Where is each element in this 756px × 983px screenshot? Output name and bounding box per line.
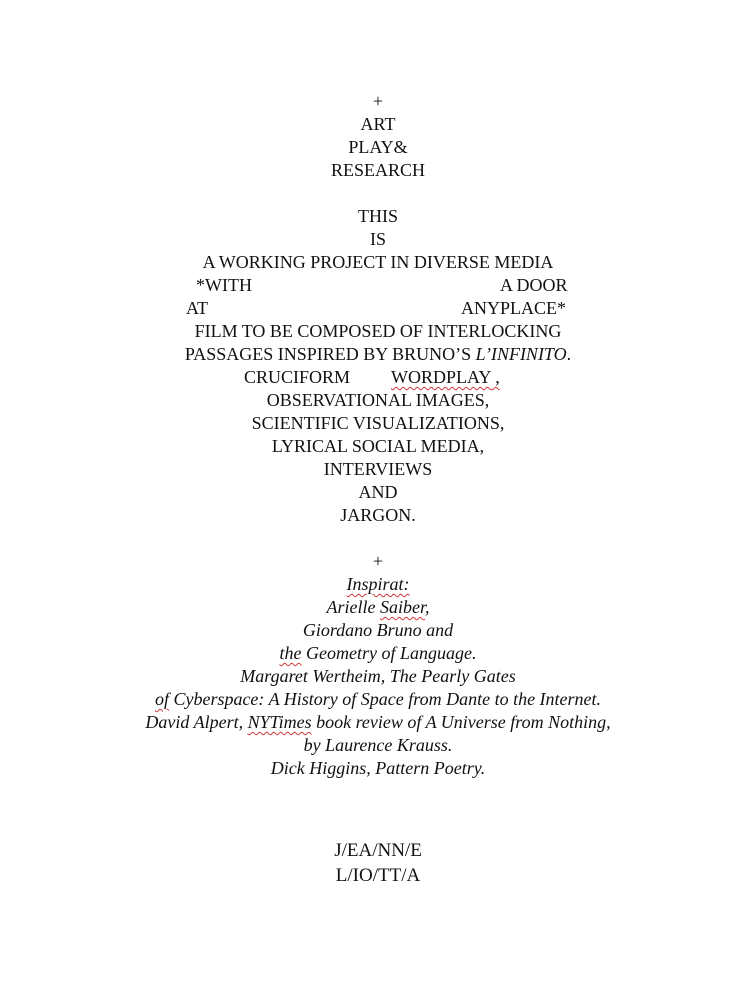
credits-alpert xyxy=(0,711,756,734)
line-a-door: A DOOR xyxy=(500,275,568,295)
line-passages xyxy=(0,343,756,366)
line-is: IS xyxy=(369,229,386,249)
line-interviews: INTERVIEWS xyxy=(323,459,433,479)
passages-text: PASSAGES INSPIRED BY BRUNO’S xyxy=(184,344,476,364)
wordplay-text: WORDPLAY xyxy=(391,367,491,387)
passages-end: . xyxy=(566,344,572,364)
line-with: *WITH xyxy=(196,275,252,295)
cyber-of: of xyxy=(154,689,169,709)
credits-bruno: Giordano Bruno and xyxy=(302,620,454,640)
inspirat-text: Inspirat: xyxy=(346,574,410,594)
line-play: PLAY& xyxy=(348,137,408,157)
line-art: ART xyxy=(360,114,396,134)
saiber-last: Saiber xyxy=(379,597,425,617)
plus-top: + xyxy=(372,91,384,111)
plus-credits: + xyxy=(372,551,384,571)
line-observational: OBSERVATIONAL IMAGES, xyxy=(266,390,490,410)
saiber-first: Arielle xyxy=(326,597,380,617)
credits-higgins: Dick Higgins, Pattern Poetry. xyxy=(270,758,486,778)
line-this: THIS xyxy=(358,206,398,226)
credits-geometry xyxy=(0,642,756,665)
credits-krauss: by Laurence Krauss. xyxy=(303,735,453,755)
alpert-start: David Alpert, xyxy=(145,712,248,732)
signature-line-2: L/IO/TT/A xyxy=(335,865,421,886)
alpert-nytimes: NYTimes xyxy=(247,712,312,732)
line-cruciform: CRUCIFORM xyxy=(244,367,351,387)
line-wordplay xyxy=(391,366,500,389)
line-scientific: SCIENTIFIC VISUALIZATIONS, xyxy=(251,413,505,433)
line-working-project: A WORKING PROJECT IN DIVERSE MEDIA xyxy=(202,252,554,272)
line-jargon: JARGON. xyxy=(340,505,416,525)
line-anyplace: ANYPLACE* xyxy=(461,298,567,318)
line-and: AND xyxy=(358,482,398,502)
saiber-end: , xyxy=(424,597,430,617)
credits-saiber xyxy=(0,596,756,619)
line-film: FILM TO BE COMPOSED OF INTERLOCKING xyxy=(194,321,562,341)
geometry-rest: Geometry of Language. xyxy=(301,643,477,663)
cyber-rest: Cyberspace: A History of Space from Dante to the Internet. xyxy=(168,689,602,709)
line-at: AT xyxy=(186,298,208,318)
linfinito-title: L’INFINITO xyxy=(475,344,567,364)
line-research: RESEARCH xyxy=(330,160,426,180)
wordplay-end: , xyxy=(490,367,500,387)
credits-wertheim: Margaret Wertheim, The Pearly Gates xyxy=(240,666,516,686)
credits-cyberspace xyxy=(0,688,756,711)
geometry-the: the xyxy=(279,643,302,663)
credits-inspirat xyxy=(0,573,756,596)
line-lyrical: LYRICAL SOCIAL MEDIA, xyxy=(271,436,485,456)
signature-line-1: J/EA/NN/E xyxy=(334,840,422,861)
alpert-rest: book review of A Universe from Nothing, xyxy=(311,712,611,732)
